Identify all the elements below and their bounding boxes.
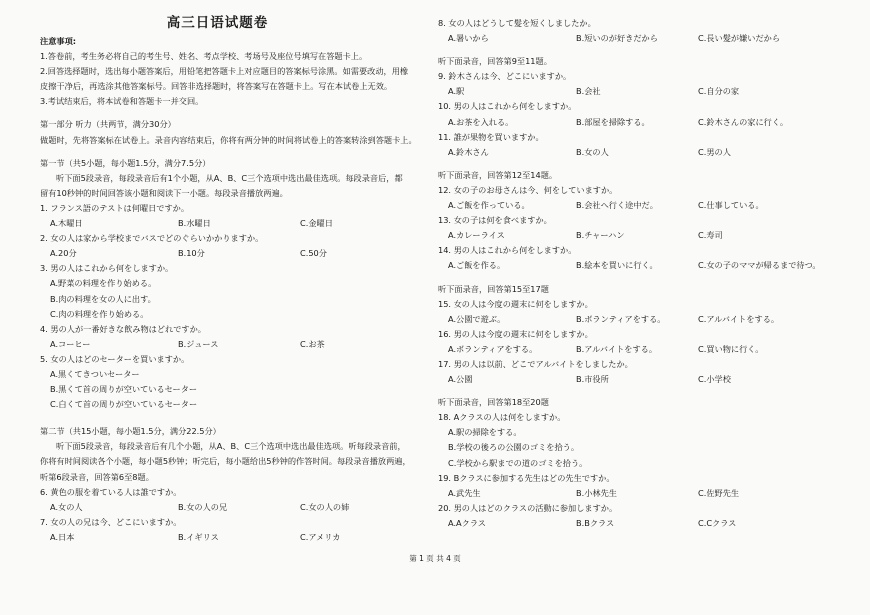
option-a: A.駅	[448, 86, 465, 97]
option-c: C.Cクラス	[698, 517, 737, 528]
question-16: 16. 男の人は今度の週末に何をしますか。	[438, 328, 593, 339]
section2-intro: 听下面5段录音，每段录音后有几个小题，从A、B、C三个选项中选出最佳选项。听每段录音前，	[56, 441, 406, 452]
option-b: B.会社	[576, 86, 601, 97]
option-a: A.Aクラス	[448, 517, 486, 528]
question-10: 10. 男の人はこれから何をしますか。	[438, 101, 577, 112]
part1-note: 做题时，先将答案标在试卷上。录音内容结束后，你将有两分钟的时间将试卷上的答案转涂到答题卡上。	[40, 134, 417, 145]
option-b: B.肉の料理を女の人に出す。	[50, 293, 156, 304]
option-b: B.Bクラス	[576, 517, 615, 528]
option-c: C.仕事している。	[698, 200, 764, 211]
question-13: 13. 女の子は何を食べますか。	[438, 215, 552, 226]
question-1: 1. フランス語のテストは何曜日ですか。	[40, 202, 190, 213]
question-19: 19. Bクラスに参加する先生はどの先生ですか。	[438, 472, 615, 483]
question-6: 6. 黄色の服を着ている人は誰ですか。	[40, 486, 182, 497]
option-b: B.ボランティアをする。	[576, 313, 666, 324]
options-2	[40, 246, 445, 261]
options-6	[40, 500, 445, 515]
option-b: B.10分	[178, 248, 205, 259]
notice-line: 皮擦干净后，再选涂其他答案标号。回答非选择题时，将答案写在答题卡上。写在本试卷上无效。	[40, 81, 393, 92]
option-b: B.小林先生	[576, 487, 617, 498]
option-a: A.鈴木さん	[448, 146, 489, 157]
option-b: B.部屋を掃除する。	[576, 116, 650, 127]
options-15	[438, 312, 858, 327]
section1-intro: 留有10秒钟的时间回答该小题和阅读下一小题。每段录音播放两遍。	[40, 187, 288, 198]
option-b: B.市役所	[576, 374, 609, 385]
option-a: A.公園で遊ぶ。	[448, 313, 506, 324]
option-a: A.野菜の料理を作り始める。	[50, 278, 157, 289]
option-a: A.公園	[448, 374, 473, 385]
option-c: C.長い髪が嫌いだから	[698, 33, 781, 44]
question-9: 9. 鈴木さんは今、どこにいますか。	[438, 71, 572, 82]
notice-line: 1.答卷前，考生务必将自己的考生号、姓名、考点学校、考场号及座位号填写在答题卡上。	[40, 51, 368, 62]
option-a: A.20分	[50, 248, 77, 259]
question-8: 8. 女の人はどうして髪を短くしましたか。	[438, 18, 596, 28]
option-b: B.会社へ行く途中だ。	[576, 200, 658, 211]
option-a: A.暑いから	[448, 33, 489, 44]
question-7: 7. 女の人の兄は今、どこにいますか。	[40, 516, 182, 527]
options-8	[438, 31, 858, 46]
option-c: C.小学校	[698, 374, 731, 385]
option-b: B.アルバイトをする。	[576, 343, 658, 354]
options-9	[438, 84, 858, 99]
section2-heading: 第二节（共15小题，每小题1.5分，满分22.5分）	[40, 426, 221, 437]
question-11: 11. 誰が果物を買いますか。	[438, 131, 544, 142]
question-2: 2. 女の人は家から学校までバスでどのぐらいかかりますか。	[40, 233, 264, 244]
question-5: 5. 女の人はどのセーターを買いますか。	[40, 353, 190, 364]
options-20	[438, 516, 858, 531]
option-c: C.佐野先生	[698, 487, 740, 498]
option-c: C.金曜日	[300, 218, 333, 229]
notice-heading: 注意事项:	[40, 36, 77, 46]
options-19	[438, 486, 858, 501]
options-16	[438, 342, 858, 357]
section2-intro: 听第6段录音，回答第6至8题。	[40, 471, 154, 482]
option-c: C.男の人	[698, 146, 731, 157]
option-c: C.女の子のママが帰るまで待つ。	[698, 260, 821, 271]
question-18: 18. Aクラスの人は何をしますか。	[438, 412, 566, 423]
section1-intro: 听下面5段录音，每段录音后有1个小题，从A、B、C三个选项中选出最佳选项。每段录音后，都	[56, 172, 403, 183]
section2-intro: 你将有时间阅读各个小题，每小题5秒钟；听完后，每小题给出5秒钟的作答时间。每段录音播放两遍，	[40, 456, 411, 467]
options-12	[438, 198, 858, 213]
left-column	[40, 12, 445, 545]
option-c: C.アメリカ	[300, 531, 341, 542]
option-c: C.学校から駅までの道のゴミを拾う。	[448, 457, 588, 468]
option-a: A.木曜日	[50, 218, 83, 229]
options-14	[438, 258, 858, 273]
option-b: B.学校の後ろの公園のゴミを拾う。	[448, 442, 580, 453]
page-number: 第 1 页 共 4 页	[409, 554, 461, 563]
option-b: B.チャーハン	[576, 230, 625, 241]
page-title: 高三日语试题卷	[166, 15, 269, 31]
question-15: 15. 女の人は今度の週末に何をしますか。	[438, 298, 593, 309]
option-b: B.女の人の兄	[178, 501, 228, 512]
options-13	[438, 228, 858, 243]
option-a: A.黒くてきついセーター	[50, 368, 140, 379]
options-11	[438, 145, 858, 160]
section1-heading: 第一节（共5小题，每小题1.5分，满分7.5分）	[40, 157, 211, 168]
question-12: 12. 女の子のお母さんは今、何をしていますか。	[438, 184, 618, 195]
option-c: C.アルバイトをする。	[698, 313, 780, 324]
option-b: B.黒くて首の周りが空いているセーター	[50, 384, 198, 395]
question-14: 14. 男の人はこれから何をしますか。	[438, 245, 577, 256]
option-a: A.ご飯を作っている。	[448, 200, 530, 211]
part1-heading: 第一部分 听力（共两节，满分30分）	[40, 119, 176, 130]
option-a: A.日本	[50, 531, 75, 542]
option-b: B.イギリス	[178, 531, 219, 542]
options-10	[438, 115, 858, 130]
option-b: B.ジュース	[178, 338, 219, 349]
option-c: C.50分	[300, 248, 327, 259]
options-17	[438, 372, 858, 387]
option-b: B.絵本を買いに行く。	[576, 260, 658, 271]
options-1	[40, 216, 445, 231]
option-c: C.自分の家	[698, 86, 740, 97]
option-c: C.女の人の姉	[300, 501, 350, 512]
option-b: B.女の人	[576, 146, 609, 157]
notice-line: 2.回答选择题时，选出每小题答案后，用铅笔把答题卡上对应题目的答案标号涂黑。如需要改动，用橡	[40, 66, 409, 77]
option-a: A.お茶を入れる。	[448, 116, 514, 127]
options-4	[40, 337, 445, 352]
listen-instruction: 听下面录音，回答第15至17题	[438, 283, 549, 294]
option-a: A.駅の掃除をする。	[448, 427, 522, 438]
option-b: B.水曜日	[178, 218, 211, 229]
question-17: 17. 男の人は以前、どこでアルバイトをしましたか。	[438, 358, 633, 369]
option-c: C.鈴木さんの家に行く。	[698, 116, 789, 127]
question-20: 20. 男の人はどのクラスの活動に参加しますか。	[438, 502, 618, 513]
option-a: A.女の人	[50, 501, 83, 512]
listen-instruction: 听下面录音，回答第9至11题。	[438, 56, 552, 67]
option-c: C.寿司	[698, 230, 723, 241]
question-4: 4. 男の人が一番好きな飲み物はどれですか。	[40, 323, 206, 334]
option-c: C.肉の料理を作り始める。	[50, 308, 149, 319]
option-c: C.白くて首の周りが空いているセーター	[50, 399, 198, 410]
option-a: A.ボランティアをする。	[448, 343, 538, 354]
option-a: A.カレーライス	[448, 230, 505, 241]
right-column	[438, 12, 858, 531]
listen-instruction: 听下面录音，回答第12至14题。	[438, 169, 558, 180]
option-b: B.短いのが好きだから	[576, 33, 658, 44]
option-a: A.ご飯を作る。	[448, 260, 506, 271]
options-7	[40, 530, 445, 545]
listen-instruction: 听下面录音，回答第18至20题	[438, 397, 549, 408]
option-a: A.コーヒー	[50, 338, 91, 349]
question-3: 3. 男の人はこれから何をしますか。	[40, 263, 174, 274]
option-c: C.お茶	[300, 338, 325, 349]
option-a: A.武先生	[448, 487, 481, 498]
option-c: C.買い物に行く。	[698, 343, 764, 354]
notice-line: 3.考试结束后，将本试卷和答题卡一并交回。	[40, 96, 204, 107]
